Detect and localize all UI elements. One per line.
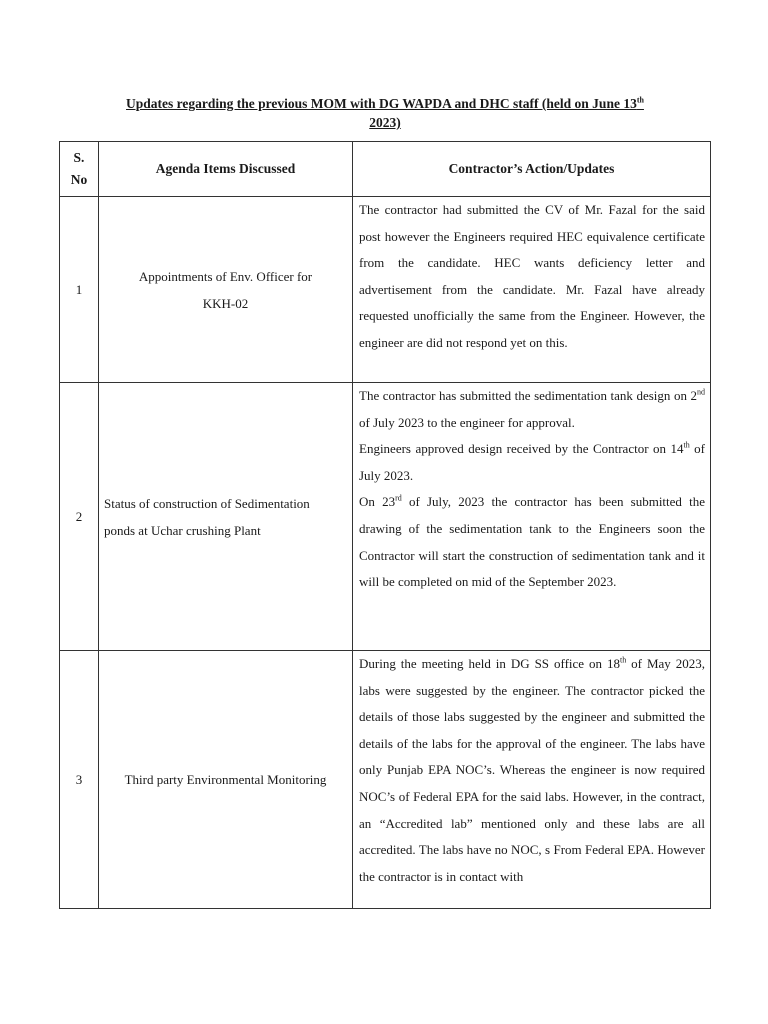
update-superscript: nd [697,387,705,397]
update-text: The contractor has submitted the sedimentation tank design on 2 [359,388,697,403]
table-row [60,651,711,909]
update-superscript: rd [395,494,402,504]
update-text: of July, 2023 the contractor has been submitted the drawing of the sedimentation tank to the Engineers soon the Contractor will start the construction of sedimentation tank and it will be completed on mid of the September 2023. [359,494,706,590]
agenda-line: Status of construction of Sedimentation [104,495,310,511]
agenda-line: ponds at Uchar crushing Plant [104,522,261,538]
update-text: of July 2023. [359,441,705,483]
row-agenda [99,197,353,383]
row-update [353,383,711,651]
header-agenda: Agenda Items Discussed [99,142,353,197]
row-update [353,651,711,909]
title-superscript: th [636,95,644,105]
update-superscript: th [619,655,627,665]
header-sno [60,142,99,197]
agenda-line: Appointments of Env. Officer for [138,268,313,284]
agenda-line: KKH-02 [202,295,249,311]
update-text: On 23 [359,494,396,510]
header-sno-line1: S. [73,150,85,165]
title-text: Updates regarding the previous MOM with DG WAPDA and DHC staff (held on June 13 [126,96,637,111]
update-superscript: th [683,440,690,450]
title-year: 2023) [369,115,401,130]
row-update [353,197,711,383]
update-paragraph [359,383,705,436]
header-sno-line2: No [70,172,88,187]
mom-updates-table [59,141,711,909]
row-agenda [99,383,353,651]
row-sno: 1 [60,197,99,383]
table-row [60,197,711,383]
row-agenda: Third party Environmental Monitoring [99,651,353,909]
update-text: Engineers approved design received by the Contractor on 14 [359,441,684,457]
update-paragraph [359,651,705,890]
header-updates: Contractor’s Action/Updates [353,142,711,197]
table-header-row [60,142,711,197]
document-title [80,94,690,132]
update-text: During the meeting held in DG SS office on 18 [359,656,620,671]
update-text: The contractor had submitted the CV of Mr. Fazal for the said post however the Engineers required HEC equivalence certificate from the candidate. HEC wants deficiency letter and advertisement from the candidate. Mr. Fazal have already requested unofficially the same from the Engineer. However, the engineer are did not respond yet on this. [359,202,705,350]
update-paragraph [359,489,705,595]
row-sno: 2 [60,383,99,651]
table-row [60,383,711,651]
update-text: of July 2023 to the engineer for approval. [359,414,575,430]
row-sno: 3 [60,651,99,909]
update-text: of May 2023, labs were suggested by the engineer. The contractor picked the details of those labs suggested by the engineer and submitted the details of the labs for the approval of the engineer. The labs have only Punjab EPA NOC’s. Whereas the engineer is now required NOC’s of Federal EPA for the said labs. However, in the contract, an “Accredited lab” mentioned only and these labs are all accredited. The labs have no NOC, s From Federal EPA. However the contractor is in contact with [359,656,705,884]
update-paragraph [359,436,705,489]
